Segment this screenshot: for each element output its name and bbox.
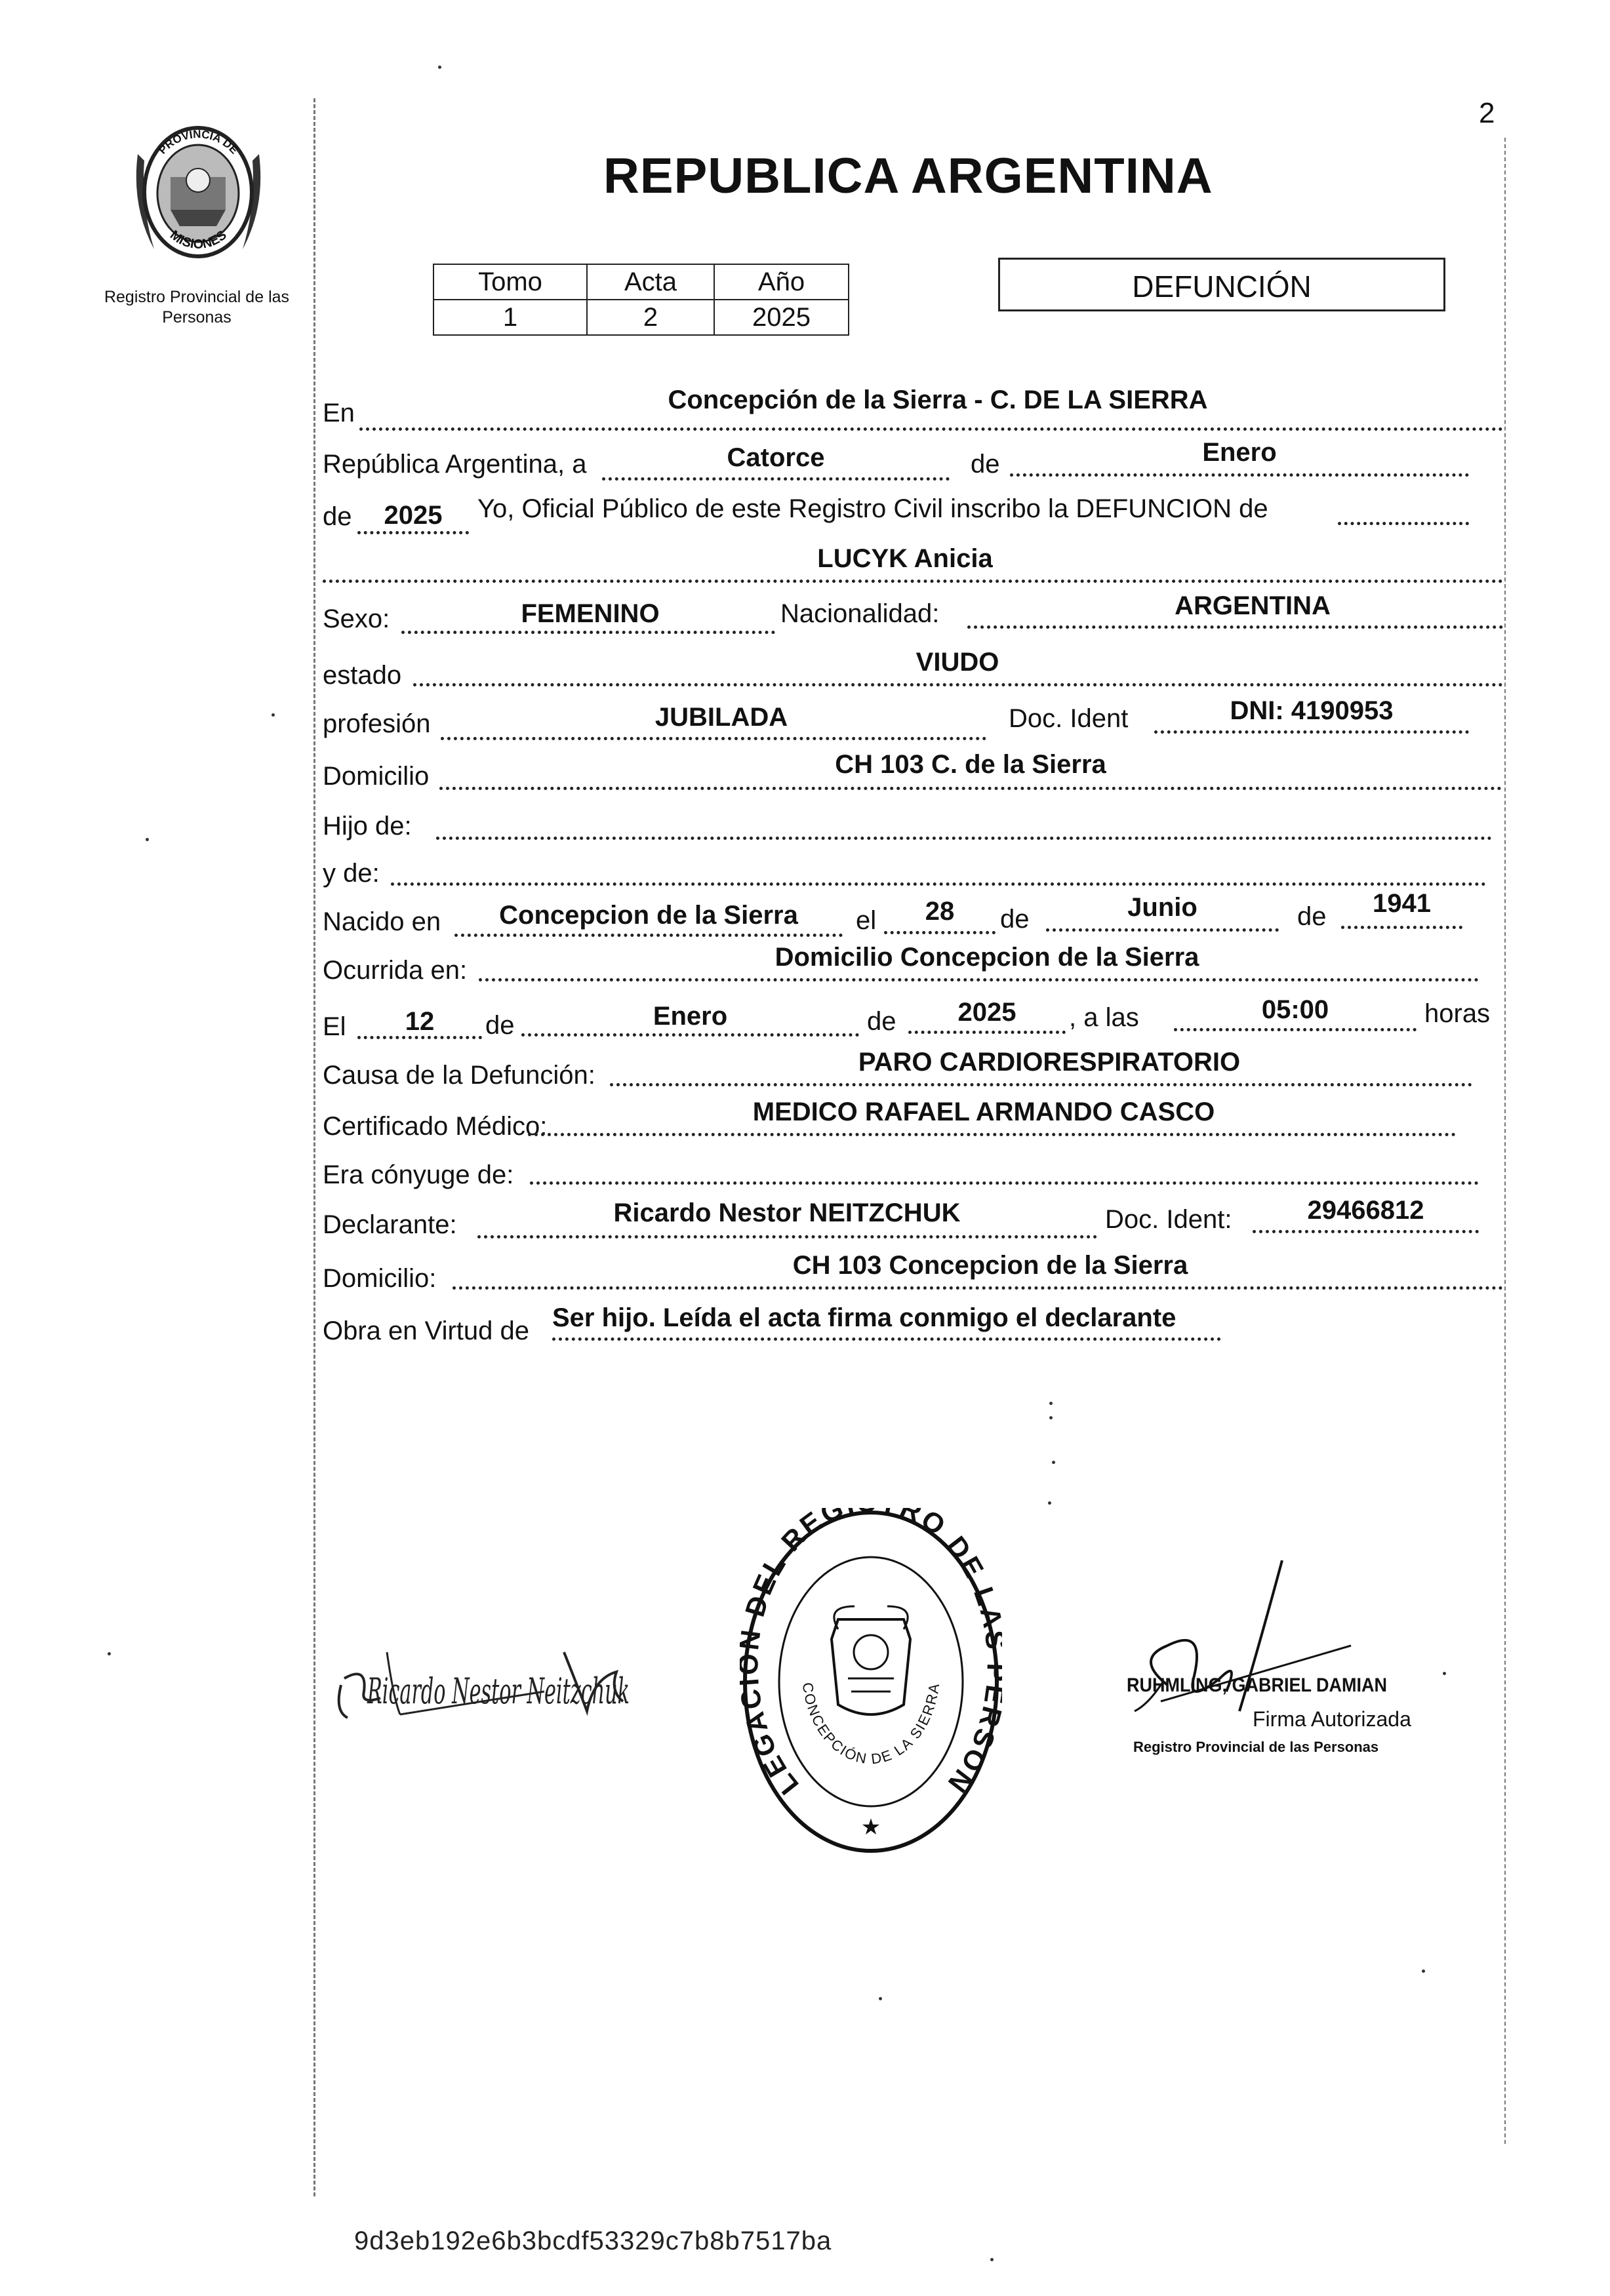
label-de-2: de (323, 502, 352, 531)
lugar-value: Concepción de la Sierra - C. DE LA SIERRA (668, 386, 1208, 414)
defuncion-mes-line (521, 1033, 859, 1037)
label-el-cap: El (323, 1012, 346, 1041)
dia-inscripcion-value: Catorce (727, 443, 825, 472)
official-name: RUHMLING, GABRIEL DAMIAN (1127, 1674, 1387, 1696)
obra-en-virtud-line (552, 1337, 1221, 1341)
speck (879, 1997, 882, 2000)
acta-value: 2 (587, 300, 714, 335)
stamp-crest-icon (832, 1606, 910, 1714)
label-oficial: Yo, Oficial Público de este Registro Civil inscribo la DEFUNCION de (477, 494, 1268, 523)
estado-value: VIUDO (916, 648, 999, 677)
nacimiento-mes-value: Junio (1127, 893, 1197, 922)
speck (990, 2258, 994, 2261)
label-estado: estado (323, 661, 402, 690)
defuncion-anio-line (908, 1031, 1066, 1034)
speck (1048, 1501, 1051, 1505)
label-doc-ident: Doc. Ident (1009, 704, 1129, 733)
speck (146, 838, 149, 841)
label-causa: Causa de la Defunción: (323, 1061, 595, 1090)
label-obra-en-virtud: Obra en Virtud de (323, 1316, 530, 1345)
mes-inscripcion-line (1010, 473, 1469, 477)
label-republica: República Argentina, a (323, 450, 587, 479)
nacimiento-dia-value: 28 (925, 897, 955, 926)
causa-line (610, 1083, 1472, 1086)
stamp-star-icon: ★ (860, 1815, 881, 1840)
defuncion-hora-value: 05:00 (1261, 995, 1329, 1024)
document-hash: 9d3eb192e6b3bcdf53329c7b8b7517ba (354, 2227, 832, 2255)
nacimiento-anio-value: 1941 (1373, 889, 1431, 918)
label-sexo: Sexo: (323, 604, 390, 633)
official-role: Firma Autorizada (1253, 1707, 1411, 1731)
act-type-box: DEFUNCIÓN (998, 258, 1445, 311)
official-stamp (740, 1508, 1002, 1855)
stamp-outer-text: LEGA DEL REG RO DE L SON (740, 1508, 1002, 1801)
certificado-line (528, 1133, 1456, 1136)
provincial-logo (125, 115, 272, 266)
declarante-line (477, 1235, 1097, 1238)
dia-inscripcion-line (602, 477, 950, 481)
label-hijo-de: Hijo de: (323, 812, 412, 841)
label-el: el (856, 906, 877, 935)
anio-value: 2025 (714, 300, 849, 335)
domicilio-value: CH 103 C. de la Sierra (835, 750, 1106, 779)
label-y-de: y de: (323, 859, 380, 888)
defuncion-dia-value: 12 (405, 1007, 435, 1036)
label-doc-ident-2: Doc. Ident: (1105, 1205, 1232, 1234)
speck (108, 1652, 111, 1655)
label-a-las: , a las (1069, 1003, 1139, 1032)
causa-value: PARO CARDIORESPIRATORIO (858, 1048, 1241, 1077)
ocurrida-en-value: Domicilio Concepcion de la Sierra (775, 943, 1199, 972)
profesion-value: JUBILADA (654, 703, 788, 732)
tomo-value: 1 (433, 300, 587, 335)
nacionalidad-value: ARGENTINA (1175, 591, 1331, 620)
label-declarante: Declarante: (323, 1210, 457, 1239)
declarante-doc-value: 29466812 (1307, 1196, 1424, 1225)
right-margin-rule (1504, 138, 1506, 2144)
defuncion-hora-line (1174, 1028, 1417, 1031)
declarant-signature-text: Ricardo Nestor Neitzchuk (367, 1671, 630, 1712)
difunto-line (323, 580, 1503, 583)
label-de-6: de (867, 1007, 896, 1036)
label-de-3: de (1000, 905, 1030, 934)
conyuge-line (530, 1181, 1479, 1185)
label-nacionalidad: Nacionalidad: (780, 599, 940, 628)
registry-label: Registro Provincial de las Personas (104, 288, 290, 327)
declarante-doc-line (1253, 1230, 1479, 1233)
profesion-line (441, 737, 986, 740)
mes-inscripcion-value: Enero (1202, 438, 1277, 467)
documento-line (1154, 730, 1469, 734)
sexo-line (401, 631, 775, 634)
page-number: 2 (1479, 97, 1495, 129)
act-number-table (433, 264, 849, 336)
speck (1052, 1461, 1055, 1464)
nacido-en-line (454, 934, 843, 937)
declarante-value: Ricardo Nestor NEITZCHUK (613, 1198, 961, 1227)
page-title: REPUBLICA ARGENTINA (603, 148, 1213, 204)
label-de-4: de (1297, 902, 1327, 931)
label-nacido-en: Nacido en (323, 907, 441, 936)
obra-en-virtud-value: Ser hijo. Leída el acta firma conmigo el declarante (552, 1303, 1177, 1332)
declarante-domicilio-value: CH 103 Concepcion de la Sierra (792, 1251, 1188, 1280)
y-de-line (391, 882, 1486, 886)
speck (1049, 1402, 1053, 1405)
speck (272, 713, 275, 717)
difunto-value: LUCYK Anicia (817, 544, 993, 573)
label-domicilio: Domicilio (323, 762, 430, 791)
sexo-value: FEMENINO (521, 599, 660, 628)
logo-bottom-text: MISIONES (167, 228, 230, 252)
label-domicilio-2: Domicilio: (323, 1264, 437, 1293)
label-de-1: de (971, 450, 1000, 479)
documento-value: DNI: 4190953 (1230, 696, 1394, 725)
left-margin-rule (313, 98, 315, 2196)
speck (1443, 1672, 1446, 1675)
declarant-signature (328, 1639, 669, 1731)
anio-inscripcion-value: 2025 (384, 501, 443, 530)
declarante-domicilio-line (453, 1286, 1503, 1290)
domicilio-line (439, 787, 1502, 790)
label-ocurrida-en: Ocurrida en: (323, 956, 468, 985)
label-horas: horas (1424, 999, 1491, 1028)
nacionalidad-line (967, 625, 1503, 629)
official-org: Registro Provincial de las Personas (1133, 1739, 1379, 1755)
nacido-en-value: Concepcion de la Sierra (499, 901, 798, 930)
label-conyuge: Era cónyuge de: (323, 1160, 514, 1189)
ocurrida-en-line (479, 978, 1479, 981)
speck (438, 66, 441, 69)
certificado-value: MEDICO RAFAEL ARMANDO CASCO (752, 1098, 1215, 1126)
defuncion-anio-value: 2025 (957, 998, 1016, 1027)
svg-text:CONCEPCIÓN DE LA SIERRA (799, 1682, 943, 1768)
lugar-line (359, 427, 1503, 431)
defuncion-mes-value: Enero (653, 1002, 728, 1031)
stamp-inner-text: CONCEPCIÓN DE LA SIERRA (799, 1681, 943, 1768)
logo-top-text: PROVINCIA DE (156, 128, 241, 157)
defuncion-dia-line (357, 1036, 482, 1039)
anio-inscripcion-line (357, 531, 469, 534)
label-certificado: Certificado Médico: (323, 1112, 548, 1141)
nacimiento-dia-line (884, 931, 996, 934)
estado-line (413, 683, 1503, 686)
speck (1049, 1416, 1053, 1419)
nacimiento-anio-line (1341, 926, 1462, 929)
anio-header: Año (714, 264, 849, 300)
tomo-header: Tomo (433, 264, 587, 300)
hijo-de-line (436, 837, 1492, 840)
label-de-5: de (485, 1011, 515, 1040)
acta-header: Acta (587, 264, 714, 300)
oficial-line (1338, 522, 1469, 525)
nacimiento-mes-line (1046, 928, 1279, 932)
label-en: En (323, 399, 355, 427)
speck (1422, 1969, 1425, 1973)
label-profesion: profesión (323, 709, 431, 738)
